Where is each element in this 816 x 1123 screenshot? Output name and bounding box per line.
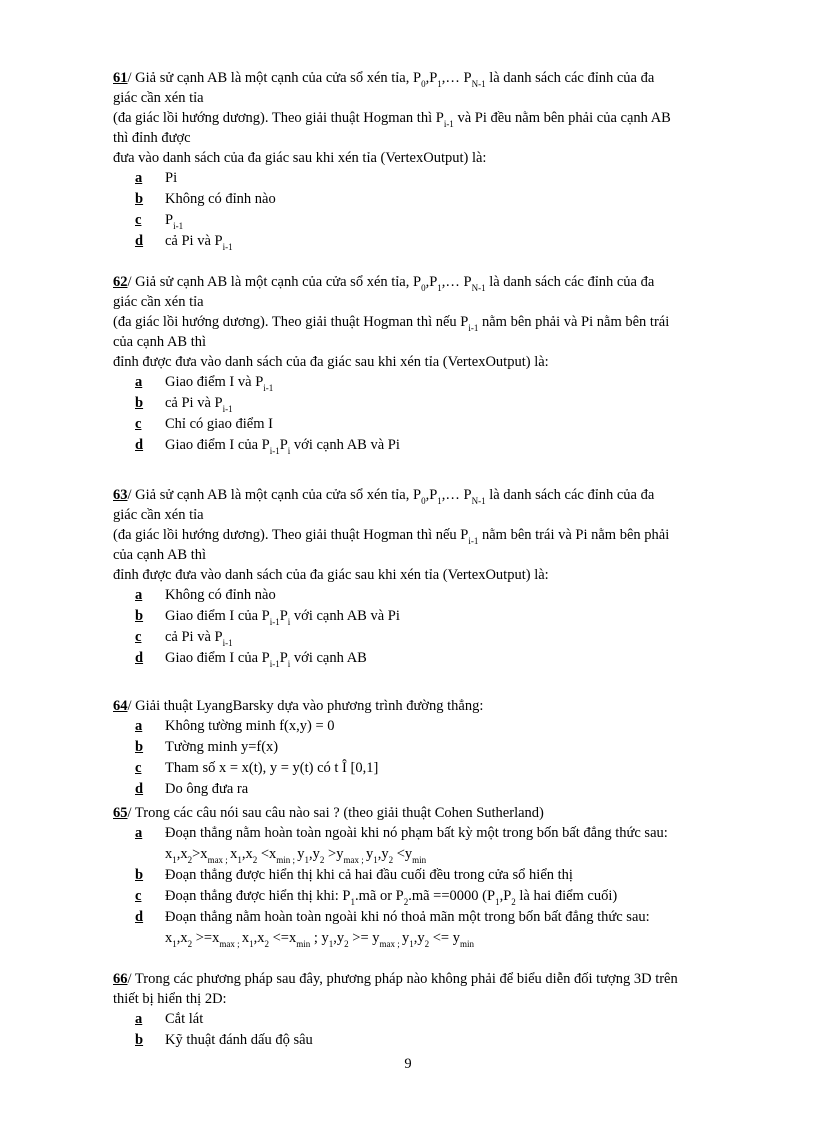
- option-c: [113, 886, 723, 907]
- option-letter: b: [135, 867, 144, 883]
- subscript: i-1: [263, 383, 274, 393]
- option-d: [113, 648, 723, 669]
- text-run: Đoạn thẳng được hiển thị khi cả hai đầu cuối đều trong cửa sổ hiển thị: [165, 867, 573, 883]
- option-letter: a: [135, 587, 143, 603]
- option-c: [113, 414, 723, 435]
- inequality-line: [113, 928, 723, 949]
- subscript: 0: [421, 496, 426, 506]
- subscript: min ;: [276, 855, 298, 865]
- text-run: P: [279, 437, 288, 453]
- text-run: cả Pi và P: [165, 395, 223, 411]
- option-letter: c: [135, 760, 142, 776]
- option-letter: a: [135, 170, 143, 186]
- subscript: i: [287, 446, 291, 456]
- option-text: [165, 648, 367, 675]
- subscript: 1: [328, 939, 334, 949]
- subscript: max ;: [219, 939, 242, 949]
- subscript: i-1: [269, 659, 280, 669]
- text-run: thiết bị hiển thị 2D:: [113, 991, 227, 1007]
- text-run: >y: [324, 846, 344, 862]
- option-letter: a: [135, 1011, 143, 1027]
- text-run: là hai điểm cuối): [515, 888, 618, 904]
- subscript: min: [412, 855, 427, 865]
- text-run: / Giả sử cạnh AB là một cạnh của cửa sổ xén tỉa, P: [127, 70, 422, 86]
- text-run: / Giải thuật LyangBarsky dựa vào phương trình đường thẳng:: [127, 698, 484, 714]
- option-letter: a: [135, 718, 143, 734]
- question-64: [113, 696, 723, 800]
- option-b: [113, 189, 723, 210]
- question-text-line: [113, 803, 723, 823]
- option-a: [113, 372, 723, 393]
- option-d: [113, 779, 723, 800]
- subscript: 1: [495, 897, 500, 907]
- text-run: Giao điểm I của P: [165, 608, 270, 624]
- option-a: [113, 716, 723, 737]
- text-run: Tham số x = x(t), y = y(t) có t Î [0,1]: [165, 760, 379, 776]
- subscript: i-1: [222, 638, 233, 648]
- text-run: (đa giác lồi hướng dương). Theo giải thuật Hogman thì nếu P: [113, 314, 469, 330]
- subscript: 0: [421, 283, 426, 293]
- option-b: [113, 737, 723, 758]
- text-run: Chỉ có giao điểm I: [165, 416, 273, 432]
- question-number: 66: [113, 971, 128, 987]
- option-letter: d: [135, 650, 144, 666]
- text-run: với cạnh AB: [290, 650, 367, 666]
- page-number: 9: [404, 1056, 412, 1072]
- option-a: [113, 1009, 723, 1030]
- question-text-line: [113, 128, 723, 148]
- text-run: Cắt lát: [165, 1011, 204, 1027]
- question-65: [113, 803, 723, 949]
- question-text-line: [113, 148, 723, 168]
- subscript: N-1: [471, 283, 486, 293]
- option-text: [165, 907, 650, 928]
- question-number: 64: [113, 698, 128, 714]
- text-run: và Pi đều nằm bên phải của cạnh AB: [453, 110, 671, 126]
- option-b: [113, 865, 723, 886]
- subscript: min: [296, 939, 311, 949]
- option-text: [165, 737, 278, 758]
- option-letter: c: [135, 212, 142, 228]
- option-letter: b: [135, 739, 144, 755]
- option-text: [165, 865, 573, 886]
- subscript: i-1: [443, 119, 454, 129]
- text-run: ,x: [253, 930, 265, 946]
- option-d: [113, 435, 723, 456]
- text-run: y: [402, 930, 410, 946]
- subscript: 2: [264, 939, 269, 949]
- text-run: / Giả sử cạnh AB là một cạnh của cửa sổ xén tỉa, P: [127, 487, 422, 503]
- text-run: ,P: [425, 487, 438, 503]
- text-run: ,y: [377, 846, 389, 862]
- option-text: [165, 414, 273, 435]
- text-run: ,… P: [441, 70, 472, 86]
- question-text-line: [113, 989, 723, 1009]
- option-text: [165, 716, 335, 737]
- subscript: 2: [344, 939, 349, 949]
- option-text: [165, 779, 248, 800]
- text-run: Không tường minh f(x,y) = 0: [165, 718, 335, 734]
- question-text-line: [113, 485, 723, 505]
- question-text-line: [113, 272, 723, 292]
- text-run: Giao điểm I của P: [165, 650, 270, 666]
- text-run: (đa giác lồi hướng dương). Theo giải thuật Hogman thì P: [113, 110, 444, 126]
- option-text: [165, 758, 378, 779]
- text-run: ,x: [241, 846, 253, 862]
- option-b: [113, 393, 723, 414]
- inequality-line: [113, 844, 723, 865]
- subscript: 1: [437, 283, 442, 293]
- subscript: 2: [424, 939, 430, 949]
- question-text-line: [113, 696, 723, 716]
- subscript: N-1: [471, 496, 486, 506]
- subscript: 2: [388, 855, 394, 865]
- subscript: i-1: [468, 323, 479, 333]
- subscript: N-1: [471, 79, 486, 89]
- text-run: giác cần xén tỉa: [113, 507, 204, 523]
- text-run: <=x: [268, 930, 297, 946]
- option-letter: b: [135, 1032, 144, 1048]
- text-run: P: [165, 212, 174, 228]
- subscript: 2: [187, 939, 193, 949]
- option-letter: b: [135, 608, 144, 624]
- text-run: Pi: [165, 170, 178, 186]
- subscript: max ;: [379, 939, 402, 949]
- question-text-line: [113, 565, 723, 585]
- text-run: Tường minh y=f(x): [165, 739, 279, 755]
- text-run: ,x: [176, 930, 188, 946]
- option-text: [165, 585, 276, 606]
- option-text: [165, 189, 276, 210]
- question-number: 62: [113, 274, 128, 290]
- option-d: [113, 907, 723, 928]
- text-run: >=x: [192, 930, 220, 946]
- option-c: [113, 627, 723, 648]
- text-run: x: [165, 930, 173, 946]
- text-run: là danh sách các đỉnh của đa: [485, 487, 655, 503]
- subscript: 1: [373, 855, 378, 865]
- option-text: [165, 231, 233, 258]
- question-62: [113, 272, 723, 456]
- option-b: [113, 1030, 723, 1051]
- subscript: i: [287, 659, 291, 669]
- text-run: y: [297, 846, 305, 862]
- text-run: là danh sách các đỉnh của đa: [485, 70, 655, 86]
- text-run: ,y: [333, 930, 345, 946]
- option-b: [113, 606, 723, 627]
- text-run: Đoạn thẳng nằm hoàn toàn ngoài khi nó phạm bất kỳ một trong bốn bất đẳng thức sau:: [165, 825, 668, 841]
- text-run: giác cần xén tỉa: [113, 90, 204, 106]
- subscript: 1: [350, 897, 355, 907]
- subscript: 2: [319, 855, 325, 865]
- text-run: ,P: [425, 274, 438, 290]
- text-run: Đoạn thẳng nằm hoàn toàn ngoài khi nó thoả mãn một trong bốn bất đẳng thức sau:: [165, 909, 650, 925]
- text-run: ,P: [499, 888, 512, 904]
- question-text-line: [113, 525, 723, 545]
- subscript: max ;: [207, 855, 231, 865]
- option-letter: c: [135, 629, 142, 645]
- subscript: i-1: [222, 242, 233, 252]
- text-run: Do ông đưa ra: [165, 781, 249, 797]
- text-run: P: [279, 608, 288, 624]
- text-run: / Trong các câu nói sau câu nào sai ? (theo giải thuật Cohen Sutherland): [127, 805, 544, 821]
- text-run: y: [365, 846, 374, 862]
- text-run: <x: [257, 846, 277, 862]
- subscript: max ;: [343, 855, 366, 865]
- subscript: 1: [172, 939, 177, 949]
- question-66: [113, 969, 723, 1051]
- text-run: ,y: [413, 930, 425, 946]
- subscript: 0: [421, 79, 426, 89]
- subscript: min: [459, 939, 474, 949]
- option-d: [113, 231, 723, 252]
- subscript: 1: [304, 855, 310, 865]
- option-letter: b: [135, 191, 144, 207]
- subscript: 1: [237, 855, 242, 865]
- question-text-line: [113, 292, 723, 312]
- question-61: [113, 68, 723, 252]
- subscript: i-1: [269, 446, 280, 456]
- subscript: 2: [403, 897, 409, 907]
- text-run: nằm bên phải và Pi nằm bên trái: [478, 314, 670, 330]
- text-run: .mã ==0000 (P: [408, 888, 496, 904]
- question-text-line: [113, 352, 723, 372]
- text-run: là danh sách các đỉnh của đa: [485, 274, 655, 290]
- subscript: 1: [172, 855, 177, 865]
- text-run: Không có đỉnh nào: [165, 191, 276, 207]
- option-letter: c: [135, 416, 142, 432]
- question-text-line: [113, 312, 723, 332]
- subscript: i-1: [173, 221, 184, 231]
- text-run: / Giả sử cạnh AB là một cạnh của cửa sổ xén tỉa, P: [127, 274, 422, 290]
- text-run: với cạnh AB và Pi: [290, 608, 400, 624]
- text-run: ,y: [309, 846, 320, 862]
- option-letter: b: [135, 395, 144, 411]
- option-letter: d: [135, 437, 144, 453]
- subscript: 1: [249, 939, 254, 949]
- subscript: 1: [409, 939, 414, 949]
- option-a: [113, 585, 723, 606]
- option-text: [165, 168, 177, 189]
- subscript: i-1: [468, 536, 479, 546]
- text-run: Giao điểm I và P: [165, 374, 264, 390]
- text-run: x: [241, 930, 250, 946]
- text-run: >x: [192, 846, 208, 862]
- question-63: [113, 485, 723, 669]
- text-run: đỉnh được đưa vào danh sách của đa giác sau khi xén tỉa (VertexOutput) là:: [113, 567, 549, 583]
- option-letter: d: [135, 909, 144, 925]
- text-run: Không có đỉnh nào: [165, 587, 276, 603]
- question-text-line: [113, 88, 723, 108]
- question-text-line: [113, 332, 723, 352]
- option-c: [113, 758, 723, 779]
- text-run: đỉnh được đưa vào danh sách của đa giác sau khi xén tỉa (VertexOutput) là:: [113, 354, 549, 370]
- text-run: .mã or P: [354, 888, 404, 904]
- text-run: / Trong các phương pháp sau đây, phương pháp nào không phải để biểu diễn đối tượng 3D trên: [127, 971, 678, 987]
- subscript: i-1: [222, 404, 233, 414]
- subscript: i-1: [269, 617, 280, 627]
- text-run: Giao điểm I của P: [165, 437, 270, 453]
- option-text: [165, 823, 668, 844]
- question-number: 65: [113, 805, 128, 821]
- text-run: <= y: [429, 930, 460, 946]
- subscript: 1: [437, 79, 442, 89]
- text-run: của cạnh AB thì: [113, 334, 207, 350]
- question-number: 63: [113, 487, 128, 503]
- text-run: Kỹ thuật đánh dấu độ sâu: [165, 1032, 313, 1048]
- text-run: cả Pi và P: [165, 233, 223, 249]
- text-run: ,… P: [441, 487, 472, 503]
- option-letter: d: [135, 233, 144, 249]
- question-text-line: [113, 505, 723, 525]
- option-letter: a: [135, 374, 143, 390]
- subscript: 2: [511, 897, 516, 907]
- option-text: [165, 435, 400, 462]
- text-run: đưa vào danh sách của đa giác sau khi xén tỉa (VertexOutput) là:: [113, 150, 487, 166]
- text-run: cả Pi và P: [165, 629, 223, 645]
- text-run: ,… P: [441, 274, 472, 290]
- question-number: 61: [113, 70, 128, 86]
- text-run: P: [279, 650, 288, 666]
- question-text-line: [113, 108, 723, 128]
- text-run: ,x: [176, 846, 188, 862]
- option-letter: c: [135, 888, 142, 904]
- text-run: giác cần xén tỉa: [113, 294, 204, 310]
- option-a: [113, 168, 723, 189]
- question-text-line: [113, 969, 723, 989]
- text-run: ,P: [425, 70, 438, 86]
- option-letter: a: [135, 825, 143, 841]
- text-run: của cạnh AB thì: [113, 547, 207, 563]
- question-text-line: [113, 68, 723, 88]
- subscript: i: [287, 617, 291, 627]
- subscript: 2: [252, 855, 258, 865]
- text-run: (đa giác lồi hướng dương). Theo giải thuật Hogman thì nếu P: [113, 527, 469, 543]
- subscript: 2: [187, 855, 193, 865]
- option-a: [113, 823, 723, 844]
- text-run: Đoạn thẳng được hiển thị khi: P: [165, 888, 351, 904]
- text-run: với cạnh AB và Pi: [290, 437, 400, 453]
- question-text-line: [113, 545, 723, 565]
- text-run: >= y: [348, 930, 380, 946]
- option-letter: d: [135, 781, 144, 797]
- option-c: [113, 210, 723, 231]
- text-run: ; y: [310, 930, 329, 946]
- text-run: x: [230, 846, 238, 862]
- text-run: <y: [393, 846, 413, 862]
- option-text: [165, 1009, 203, 1030]
- subscript: 1: [437, 496, 442, 506]
- text-run: x: [165, 846, 173, 862]
- text-run: nằm bên trái và Pi nằm bên phải: [478, 527, 670, 543]
- option-text: [165, 1030, 313, 1051]
- text-run: thì đỉnh được: [113, 130, 191, 146]
